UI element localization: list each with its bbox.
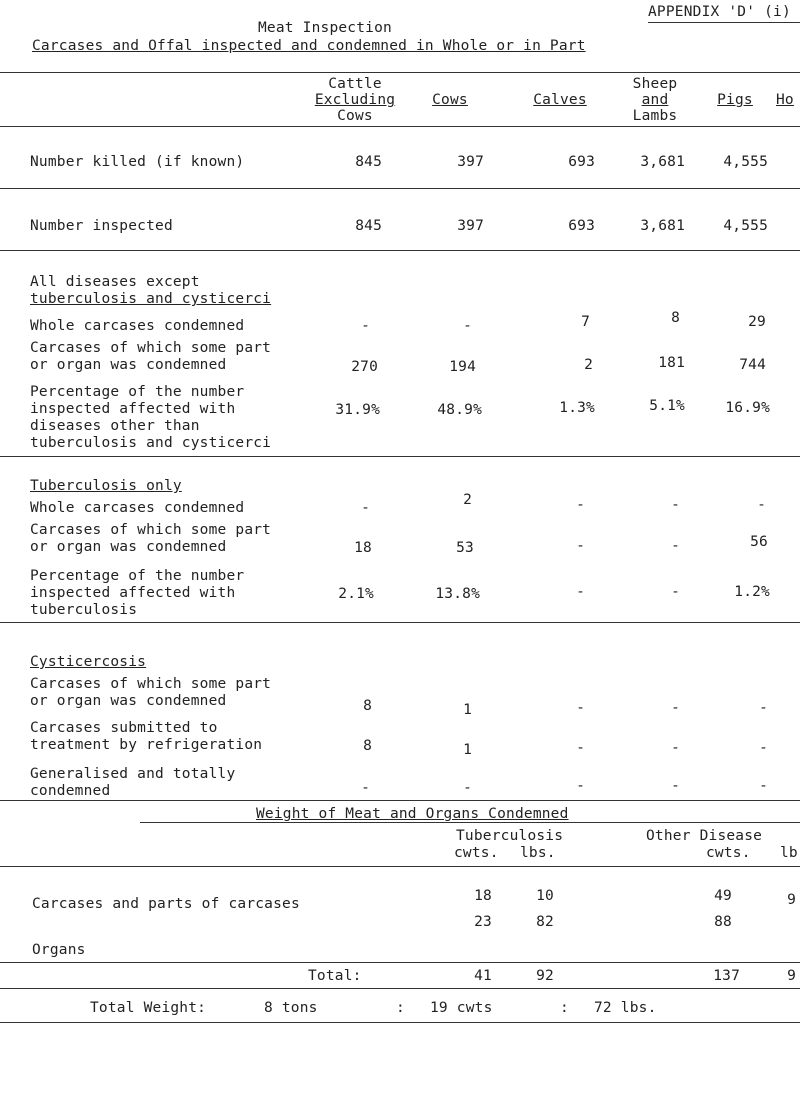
weight-organs-other-cwts: 88: [714, 914, 732, 930]
all-part-pigs: 744: [739, 357, 766, 373]
killed-pigs: 4,555: [723, 154, 768, 170]
all-pct-calves: 1.3%: [559, 400, 595, 416]
killed-calves: 693: [568, 154, 595, 170]
all-part-label-line2: or organ was condemned: [30, 357, 227, 373]
weight-other-unit-cwts: cwts.: [706, 845, 751, 861]
total-weight-lbs: 72 lbs.: [594, 1000, 657, 1016]
all-part-label-line1: Carcases of which some part: [30, 340, 272, 356]
weight-tb-unit-lbs: lbs.: [520, 845, 556, 861]
weight-organs-tb-lbs: 82: [536, 914, 554, 930]
all-pct-label-line3: diseases other than: [30, 418, 200, 434]
tb-part-cattle: 18: [354, 540, 372, 556]
cyst-part-label-line2: or organ was condemned: [30, 693, 227, 709]
col-cattle-line3: Cows: [337, 108, 373, 124]
tb-part-label-line1: Carcases of which some part: [30, 522, 272, 538]
cyst-part-cows: 1: [463, 702, 472, 718]
weight-carcases-other-lb: 9: [787, 892, 796, 908]
section-cyst-title: Cysticercosis: [30, 654, 147, 670]
row-inspected-label: Number inspected: [30, 218, 173, 234]
cyst-refrig-label-line2: treatment by refrigeration: [30, 737, 263, 753]
cyst-part-pigs: -: [759, 700, 768, 716]
weight-organs-label: Organs: [32, 942, 86, 958]
all-pct-label-line1: Percentage of the number: [30, 384, 245, 400]
tb-whole-sheep: -: [671, 497, 680, 513]
col-cattle-line2: Excluding: [314, 92, 396, 108]
all-part-sheep: 181: [658, 355, 685, 371]
page-title-line2: Carcases and Offal inspected and condemned in Whole or in Part: [32, 38, 586, 54]
tb-part-pigs: 56: [750, 534, 768, 550]
cyst-general-cows: -: [463, 780, 472, 796]
weight-total-other-lb: 9: [787, 968, 796, 984]
page-title-line1: Meat Inspection: [258, 20, 392, 36]
all-pct-cattle: 31.9%: [335, 402, 380, 418]
tb-whole-pigs: -: [757, 497, 766, 513]
cyst-refrig-cows: 1: [463, 742, 472, 758]
col-pigs: Pigs: [717, 92, 753, 108]
weight-total-tb-lbs: 92: [536, 968, 554, 984]
total-weight-sep2: :: [560, 1000, 569, 1016]
weight-carcases-tb-cwts: 18: [474, 888, 492, 904]
all-whole-label: Whole carcases condemned: [30, 318, 245, 334]
tb-part-calves: -: [576, 538, 585, 554]
total-weight-sep1: :: [396, 1000, 405, 1016]
inspected-cows: 397: [457, 218, 484, 234]
weight-carcases-label: Carcases and parts of carcases: [32, 896, 300, 912]
tb-pct-sheep: -: [671, 584, 680, 600]
all-part-calves: 2: [584, 357, 593, 373]
tb-pct-label-line3: tuberculosis: [30, 602, 138, 618]
total-weight-cwts: 19 cwts: [430, 1000, 493, 1016]
all-pct-cows: 48.9%: [437, 402, 482, 418]
col-cattle-line1: Cattle: [328, 76, 382, 92]
all-pct-label-line4: tuberculosis and cysticerci: [30, 435, 272, 451]
weight-total-tb-cwts: 41: [474, 968, 492, 984]
cyst-part-label-line1: Carcases of which some part: [30, 676, 272, 692]
col-sheep-line3: Lambs: [632, 108, 678, 124]
weight-tb-unit-cwts: cwts.: [454, 845, 499, 861]
all-whole-calves: 7: [581, 314, 590, 330]
cyst-general-label-line2: condemned: [30, 783, 111, 799]
killed-sheep: 3,681: [640, 154, 685, 170]
col-sheep-line2: and: [641, 92, 669, 108]
cyst-general-calves: -: [576, 778, 585, 794]
cyst-refrig-cattle: 8: [363, 738, 372, 754]
killed-cows: 397: [457, 154, 484, 170]
total-weight-tons: 8 tons: [264, 1000, 318, 1016]
inspected-sheep: 3,681: [640, 218, 685, 234]
total-weight-label: Total Weight:: [90, 1000, 207, 1016]
weight-total-label: Total:: [308, 968, 362, 984]
tb-whole-cows: 2: [463, 492, 472, 508]
row-killed-label: Number killed (if known): [30, 154, 245, 170]
all-whole-cattle: -: [361, 318, 370, 334]
appendix-label: APPENDIX 'D' (i): [648, 4, 791, 20]
tb-whole-label: Whole carcases condemned: [30, 500, 245, 516]
col-calves: Calves: [533, 92, 587, 108]
all-whole-sheep: 8: [671, 310, 680, 326]
tb-part-sheep: -: [671, 538, 680, 554]
cyst-part-sheep: -: [671, 700, 680, 716]
tb-pct-cows: 13.8%: [435, 586, 480, 602]
cyst-part-calves: -: [576, 700, 585, 716]
inspected-pigs: 4,555: [723, 218, 768, 234]
all-part-cows: 194: [449, 359, 476, 375]
inspected-calves: 693: [568, 218, 595, 234]
inspected-cattle: 845: [355, 218, 382, 234]
tb-pct-calves: -: [576, 584, 585, 600]
weight-carcases-tb-lbs: 10: [536, 888, 554, 904]
killed-cattle: 845: [355, 154, 382, 170]
weight-organs-tb-cwts: 23: [474, 914, 492, 930]
col-cows: Cows: [432, 92, 468, 108]
cyst-general-label-line1: Generalised and totally: [30, 766, 236, 782]
weight-other-header: Other Disease: [646, 828, 763, 844]
cyst-general-cattle: -: [361, 780, 370, 796]
cyst-part-cattle: 8: [363, 698, 372, 714]
tb-pct-pigs: 1.2%: [734, 584, 770, 600]
weight-total-other-cwts: 137: [713, 968, 740, 984]
cyst-general-pigs: -: [759, 778, 768, 794]
all-whole-pigs: 29: [748, 314, 766, 330]
tb-whole-cattle: -: [361, 500, 370, 516]
tb-part-cows: 53: [456, 540, 474, 556]
all-pct-sheep: 5.1%: [649, 398, 685, 414]
cyst-refrig-sheep: -: [671, 740, 680, 756]
col-horses: Ho: [776, 92, 794, 108]
all-pct-label-line2: inspected affected with: [30, 401, 236, 417]
weight-tb-header: Tuberculosis: [456, 828, 564, 844]
all-part-cattle: 270: [351, 359, 378, 375]
weight-carcases-other-cwts: 49: [714, 888, 732, 904]
tb-part-label-line2: or organ was condemned: [30, 539, 227, 555]
weight-other-unit-lb: lb: [780, 845, 798, 861]
cyst-refrig-label-line1: Carcases submitted to: [30, 720, 218, 736]
cyst-refrig-pigs: -: [759, 740, 768, 756]
cyst-general-sheep: -: [671, 778, 680, 794]
section-all-title-line2: tuberculosis and cysticerci: [30, 291, 272, 307]
section-all-title-line1: All diseases except: [30, 274, 200, 290]
cyst-refrig-calves: -: [576, 740, 585, 756]
col-sheep-line1: Sheep: [632, 76, 678, 92]
tb-pct-label-line2: inspected affected with: [30, 585, 236, 601]
tb-pct-label-line1: Percentage of the number: [30, 568, 245, 584]
tb-pct-cattle: 2.1%: [338, 586, 374, 602]
all-pct-pigs: 16.9%: [725, 400, 770, 416]
weight-title: Weight of Meat and Organs Condemned: [256, 806, 569, 822]
all-whole-cows: -: [463, 318, 472, 334]
tb-whole-calves: -: [576, 497, 585, 513]
section-tb-title: Tuberculosis only: [30, 478, 182, 494]
